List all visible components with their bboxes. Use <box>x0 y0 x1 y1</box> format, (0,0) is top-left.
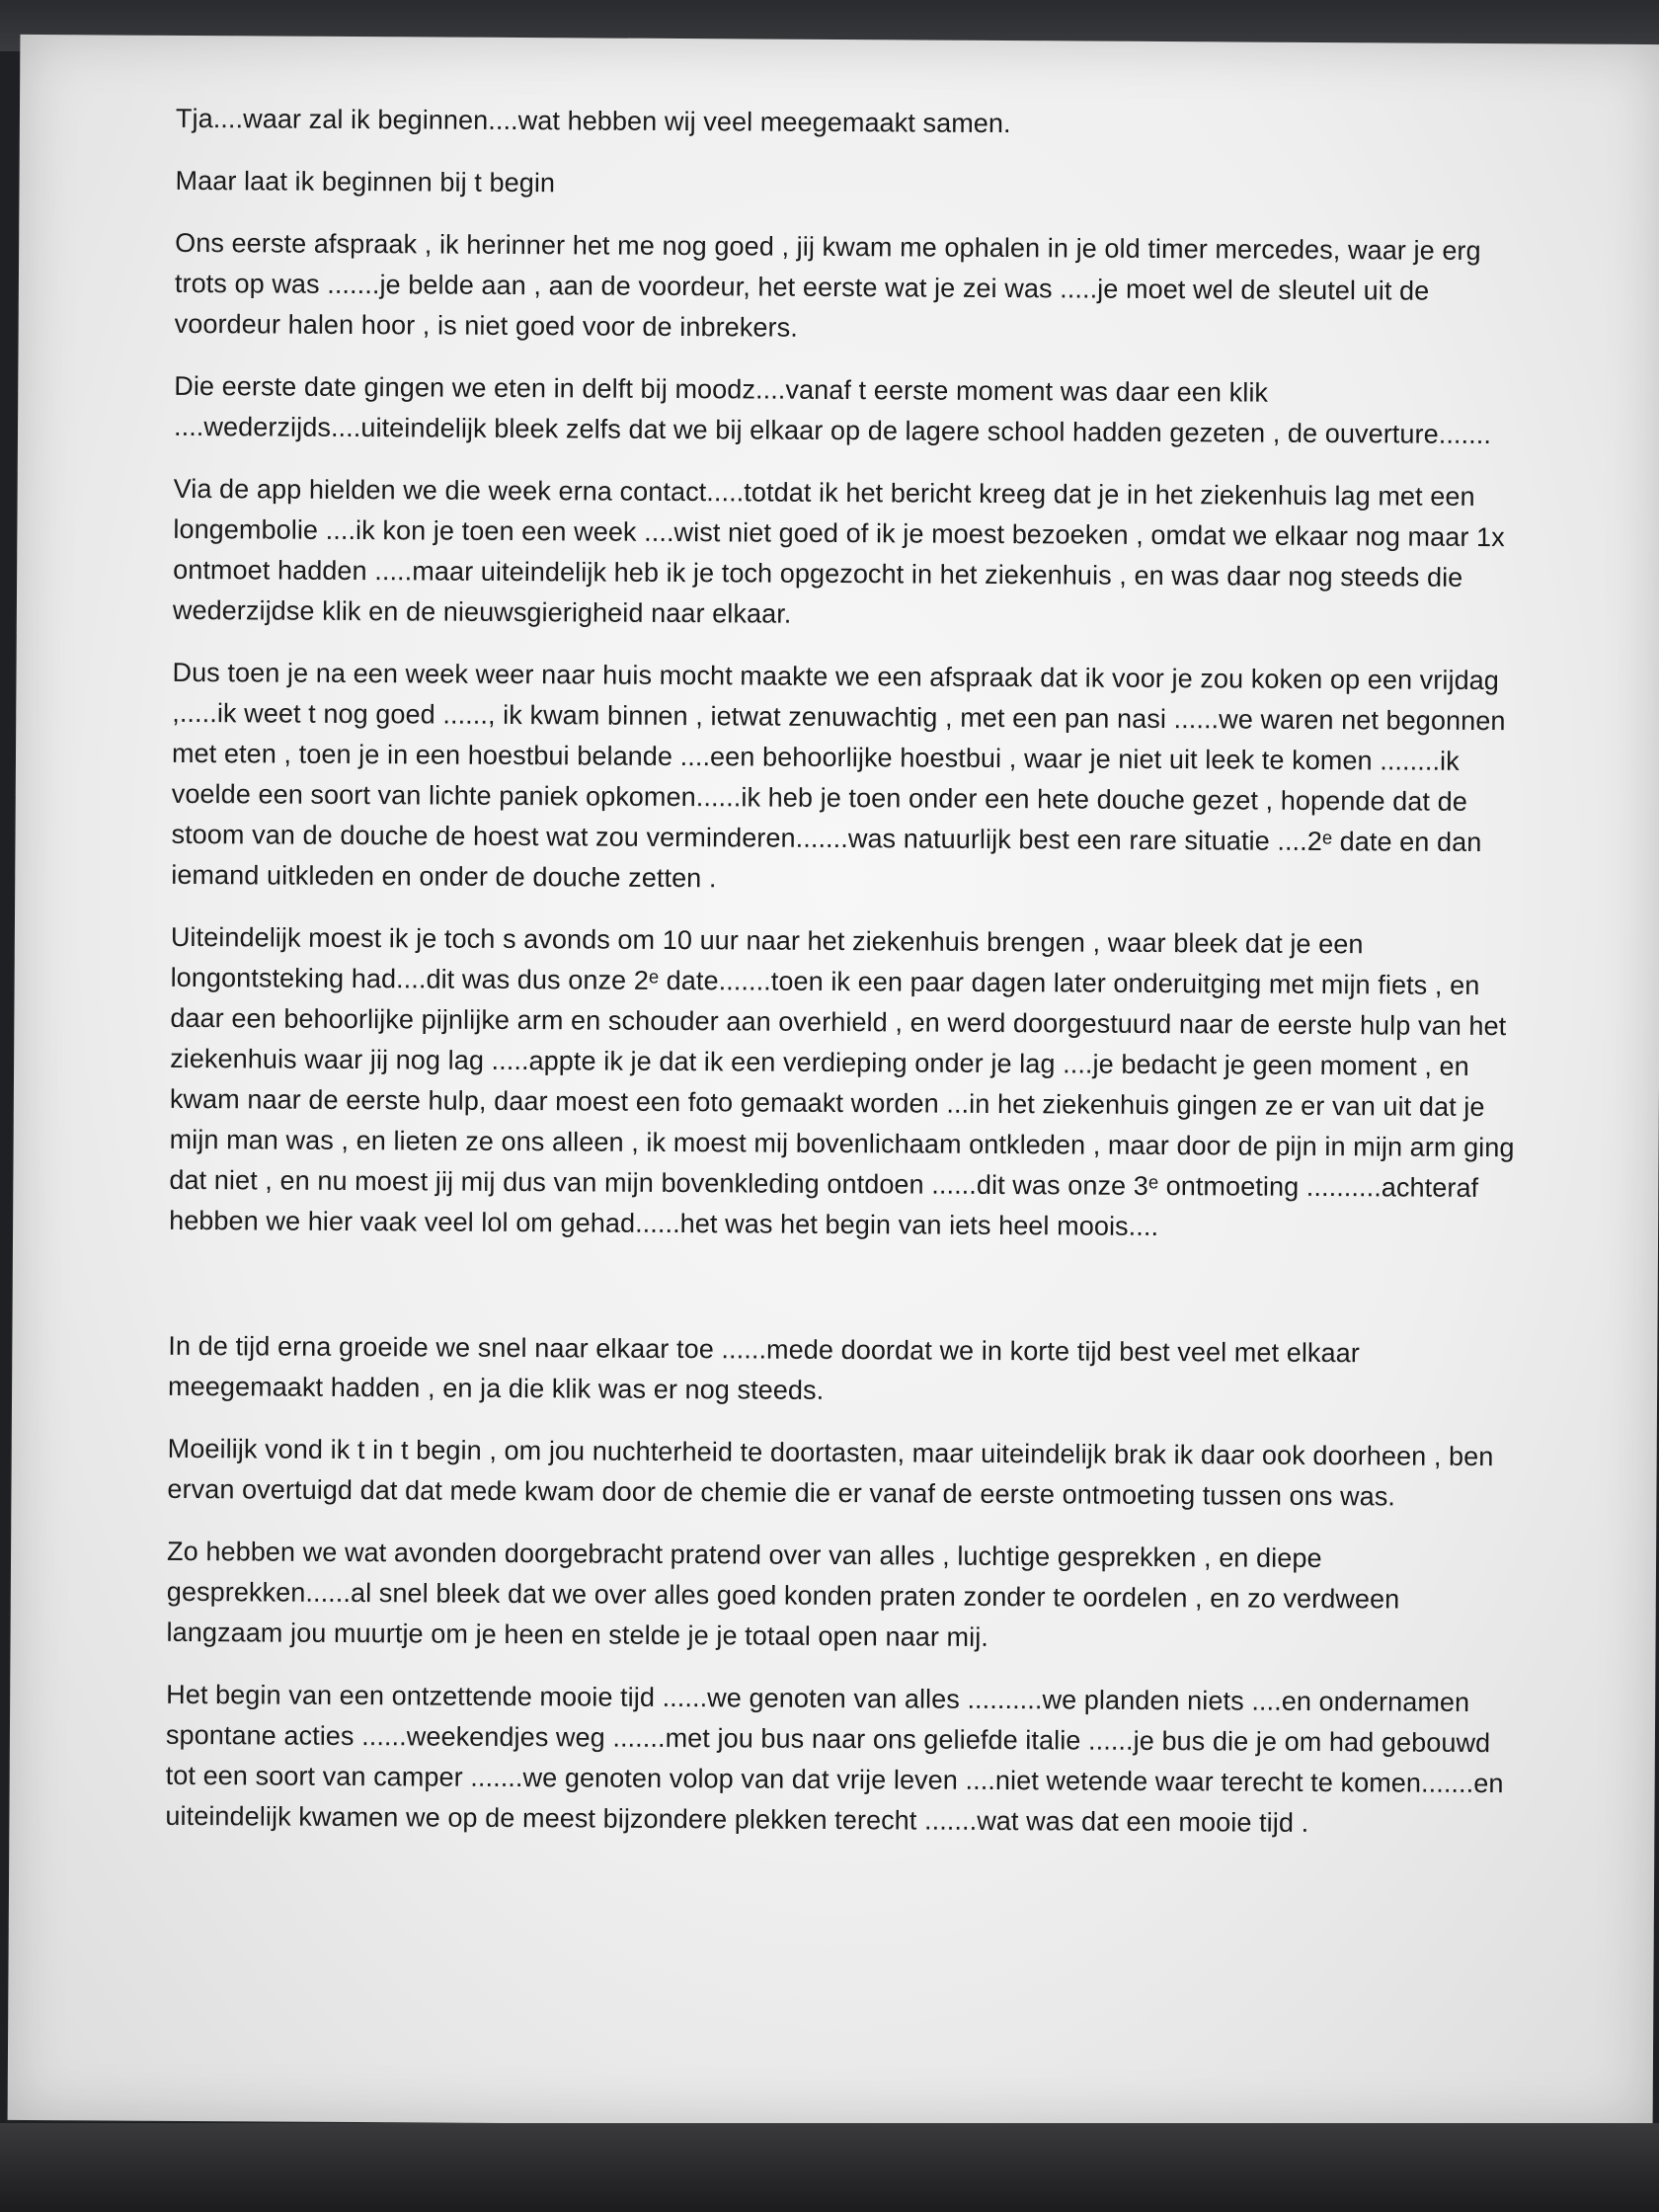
paragraph-2: Maar laat ik beginnen bij t begin <box>175 165 556 198</box>
paragraph-7: Uiteindelijk moest ik je toch s avonds om 10 uur naar het ziekenhuis brengen , waar bleek dat je een longontsteking had....dit was dus onze 2ᵉ date.......toen ik een paar dagen later onderuitging met mijn fiets , en daar een behoorlijke pijnlijke arm en schouder aan overhield , en werd doorgestuurd naar de eerste hulp van het ziekenhuis waar jij nog lag .....appte ik je dat ik een verdieping onder je lag ....je bedacht je geen moment , en kwam naar de eerste hulp, daar moest een foto gemaakt worden ...in het ziekenhuis gingen ze er van uit dat je mijn man was , en lieten ze ons alleen , ik moest mij bovenlichaam ontkleden , maar door de pijn in mijn arm ging dat niet , en nu moest jij mij dus van mijn bovenkleding ontdoen ......dit was onze 3ᵉ ontmoeting ..........achteraf hebben we hier vaak veel lol om gehad......het was het begin van iets heel moois.... <box>169 921 1515 1241</box>
paragraph-8: In de tijd erna groeide we snel naar elkaar toe ......mede doordat we in korte tijd best veel met elkaar meegemaakt hadden , en ja die klik was er nog steeds. <box>168 1330 1360 1405</box>
paragraph-9: Moeilijk vond ik t in t begin , om jou nuchterheid te doortasten, maar uiteindelijk brak ik daar ook doorheen , ben ervan overtuigd dat dat mede kwam door de chemie die er vanaf de eerste ontmoeting tussen ons was. <box>167 1433 1494 1512</box>
paragraph-5: Via de app hielden we die week erna contact.....totdat ik het bericht kreeg dat je in het ziekenhuis lag met een longembolie ....ik kon je toen een week ....wist niet goed of ik je moest bezoeken , omdat we elkaar nog maar 1x ontmoet hadden .....maar uiteindelijk heb ik je toch opgezocht in het ziekenhuis , en was daar nog steeds die wederzijdse klik en de nieuwsgierigheid naar elkaar. <box>172 473 1505 629</box>
monitor-screen <box>8 35 1659 2130</box>
paragraph-10: Zo hebben we wat avonden doorgebracht pratend over van alles , luchtige gesprekken , en diepe gesprekken......al snel bleek dat we over alles goed konden praten zonder te oordelen , en zo verdween langzaam jou muurtje om je heen en stelde je je totaal open naar mij. <box>166 1536 1400 1652</box>
paragraph-6: Dus toen je na een week weer naar huis mocht maakte we een afspraak dat ik voor je zou koken op een vrijdag ,.....ik weet t nog goed ......, ik kwam binnen , ietwat zenuwachtig , met een pan nasi ......we waren net begonnen met eten , toen je in een hoestbui belande ....een behoorlijke hoestbui , waar je niet uit leek te komen ........ik voelde een soort van lichte paniek opkomen......ik heb je toen onder een hete douche gezet , hopende dat de stoom van de douche de hoest wat zou verminderen.......was natuurlijk best een rare situatie ....2ᵉ date en dan iemand uitkleden en onder de douche zetten . <box>171 657 1506 894</box>
paragraph-3: Ons eerste afspraak , ik herinner het me nog goed , jij kwam me ophalen in je old timer mercedes, waar je erg trots op was .......je belde aan , aan de voordeur, het eerste wat je zei was .....je moet wel de sleutel uit de voordeur halen hoor , is niet goed voor de inbrekers. <box>174 227 1481 343</box>
document-page <box>165 99 1529 1866</box>
monitor-bottom-bezel <box>0 2123 1659 2212</box>
paragraph-1: Tja....waar zal ik beginnen....wat hebben wij veel meegemaakt samen. <box>175 103 1011 139</box>
paragraph-11: Het begin van een ontzettende mooie tijd ......we genoten van alles ..........we planden niets ....en ondernamen spontane acties ......weekendjes weg .......met jou bus naar ons geliefde italie ......je bus die je om had gebouwd tot een soort van camper .......we genoten volop van dat vrije leven ....niet wetende waar terecht te komen.......en uiteindelijk kwamen we op de meest bijzondere plekken terecht .......wat was dat een mooie tijd . <box>165 1679 1504 1838</box>
paragraph-4: Die eerste date gingen we eten in delft bij moodz....vanaf t eerste moment was daar een klik ....wederzijds....uiteindelijk bleek zelfs dat we bij elkaar op de lagere school hadden gezeten , de ouverture....... <box>173 370 1492 450</box>
